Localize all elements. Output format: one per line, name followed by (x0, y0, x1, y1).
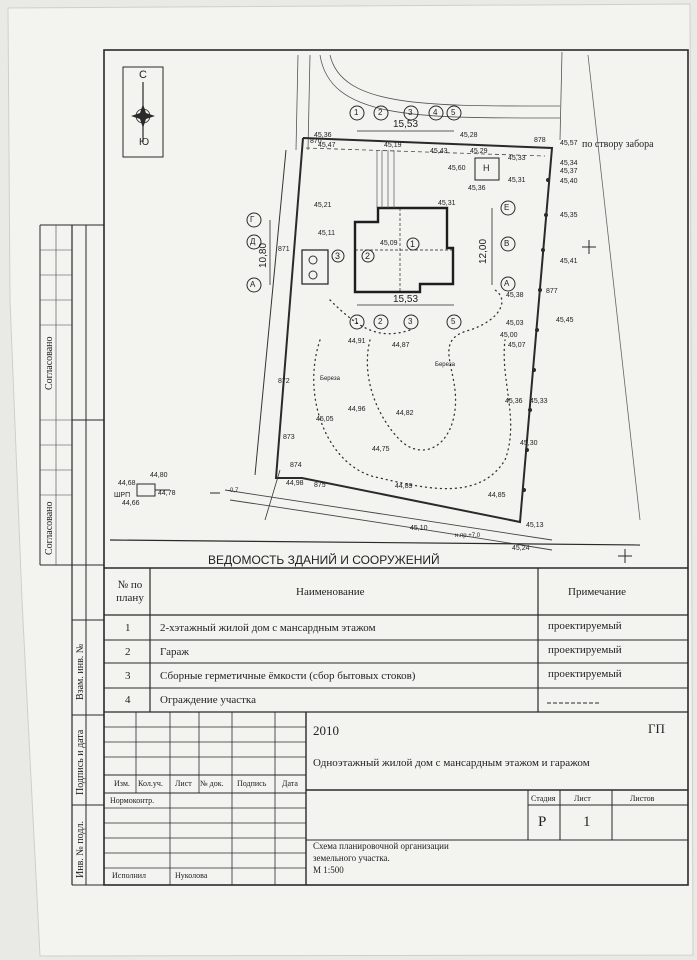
pr-label: н.пр.+7,0 (455, 533, 481, 539)
axis-bottom-3: 3 (408, 317, 413, 326)
elevation-mark: 45,19 (384, 142, 402, 149)
point-873: 873 (283, 434, 295, 441)
elevation-mark: 45,21 (314, 202, 332, 209)
axis-right-a: А (504, 279, 510, 288)
sheet-value: 1 (583, 814, 591, 830)
axis-left-g: Г (250, 215, 255, 224)
table-row-note: проектируемый (548, 644, 622, 656)
elevation-mark: 45,34 (560, 160, 578, 167)
point-874: 874 (290, 462, 302, 469)
stage-header: Стадия (531, 794, 556, 803)
stage-value: Р (538, 814, 547, 830)
agreed-label-1: Согласовано (44, 336, 55, 390)
elevation-mark: 44,82 (396, 410, 414, 417)
elevation-mark: 45,09 (380, 240, 398, 247)
table-row-note: проектируемый (548, 668, 622, 680)
header-date: Дата (282, 779, 298, 788)
elevation-mark: 45,37 (560, 168, 578, 175)
dim-bottom: 15,53 (393, 294, 419, 305)
elevation-mark: 45,38 (506, 292, 524, 299)
point-871: 871 (278, 246, 290, 253)
elevation-mark: 45,30 (520, 440, 538, 447)
table-row-no: 1 (125, 622, 131, 634)
table-row-no: 2 (125, 646, 131, 658)
table-row-note: проектируемый (548, 620, 622, 632)
elevation-mark: 44,87 (392, 342, 410, 349)
birch-label-2: Береза (435, 362, 455, 368)
elevation-mark: 45,45 (556, 317, 574, 324)
header-sign: Подпись (237, 779, 267, 788)
table-row-name: Сборные герметичные ёмкости (сбор бытовых стоков) (160, 670, 416, 682)
table-title: ВЕДОМОСТЬ ЗДАНИЙ И СООРУЖЕНИЙ (208, 553, 440, 567)
compass-south-label: Ю (139, 137, 150, 148)
agreed-label-2: Согласовано (44, 501, 55, 555)
header-kol: Кол.уч. (138, 779, 163, 788)
elevation-mark: 44,78 (158, 490, 176, 497)
axis-left-a: А (250, 280, 256, 289)
axis-top-1: 1 (354, 108, 359, 117)
zero-label: -0,7 (228, 488, 239, 494)
axis-top-3: 3 (408, 108, 413, 117)
elevation-mark: 44,80 (150, 472, 168, 479)
header-izm: Изм. (114, 779, 130, 788)
elevation-mark: 45,10 (410, 525, 428, 532)
elevation-mark: 45,31 (438, 200, 456, 207)
point-878: 878 (534, 137, 546, 144)
inv-original-label: Инв. № подл. (75, 821, 86, 878)
col-header-no: № по плану (116, 579, 144, 605)
header-list: Лист (175, 779, 192, 788)
dim-left: 10,80 (258, 242, 269, 268)
title-code: ГП (648, 721, 665, 736)
axis-left-d: Д (250, 237, 256, 246)
drawing-title-2: земельного участка. (313, 853, 390, 863)
building-2-label: 2 (365, 251, 371, 261)
elevation-mark: 45,28 (460, 132, 478, 139)
table-row-no: 3 (125, 670, 131, 682)
dim-right: 12,00 (478, 238, 489, 264)
elevation-mark: 45,13 (526, 522, 544, 529)
signature-date-label: Подпись и дата (75, 729, 86, 795)
elevation-mark: 45,33 (530, 398, 548, 405)
axis-right-v: В (504, 239, 510, 248)
elevation-mark: 44,66 (122, 500, 140, 507)
building-1-label: 1 (410, 239, 416, 249)
sheet-header: Лист (574, 794, 591, 803)
axis-bottom-2: 2 (378, 317, 383, 326)
axis-bottom-5: 5 (451, 317, 456, 326)
elevation-mark: 45,40 (560, 178, 578, 185)
executor-name: Нуколова (175, 871, 208, 880)
fence-note: по створу забора (582, 139, 654, 150)
title-year: 2010 (313, 723, 339, 738)
elevation-mark: 44,75 (372, 446, 390, 453)
header-doc: № док. (200, 779, 224, 788)
table-row-name: 2-хэтажный жилой дом с мансардным этажом (160, 622, 376, 634)
normcontrol-label: Нормоконтр. (110, 796, 155, 805)
elevation-mark: 44,96 (348, 406, 366, 413)
executor-role: Исполнил (112, 871, 147, 880)
table-row-name: Ограждение участка (160, 694, 256, 706)
elevation-mark: 44,68 (118, 480, 136, 487)
axis-top-4: 4 (433, 108, 438, 117)
elevation-mark: 45,57 (560, 140, 578, 147)
elevation-mark: 45,36 (468, 185, 486, 192)
axis-right-e: Е (504, 203, 510, 212)
table-row-name: Гараж (160, 646, 189, 658)
sheets-header: Листов (630, 794, 655, 803)
drawing-scale: М 1:500 (313, 865, 344, 875)
elevation-mark: 45,07 (508, 342, 526, 349)
axis-top-5: 5 (451, 108, 456, 117)
shrp-label: ШРП (114, 492, 131, 499)
elevation-mark: 45,36 (314, 132, 332, 139)
elevation-mark: 45,24 (512, 545, 530, 552)
point-875: 875 (314, 482, 326, 489)
birch-label-1: Береза (320, 376, 340, 382)
building-3-label: 3 (335, 251, 341, 261)
point-872: 872 (278, 378, 290, 385)
elevation-mark: 45,29 (470, 148, 488, 155)
elevation-mark: 44,89 (395, 483, 413, 490)
elevation-mark: 45,36 (505, 398, 523, 405)
elevation-mark: 45,47 (318, 142, 336, 149)
elevation-mark: 44,85 (488, 492, 506, 499)
elevation-mark: 44,91 (348, 338, 366, 345)
elevation-mark: 45,05 (316, 416, 334, 423)
drawing-title: Схема планировочной организации (313, 841, 449, 851)
elevation-mark: 45,33 (508, 155, 526, 162)
point-877: 877 (546, 288, 558, 295)
elevation-mark: 45,60 (448, 165, 466, 172)
col-header-note: Примечание (568, 586, 626, 598)
elevation-mark: 45,11 (318, 230, 335, 237)
dim-top: 15,53 (393, 119, 419, 130)
title-project: Одноэтажный жилой дом с мансардным этажом и гаражом (313, 757, 590, 769)
inv-replace-label: Взам. инв. № (75, 643, 86, 700)
elevation-mark: 45,35 (560, 212, 578, 219)
elevation-mark: 45,41 (560, 258, 578, 265)
elevation-mark: 45,31 (508, 177, 526, 184)
axis-top-2: 2 (378, 108, 383, 117)
elevation-mark: 45,43 (430, 148, 448, 155)
point-870: 870 (310, 138, 322, 145)
col-header-name: Наименование (296, 586, 365, 598)
compass-north-label: С (139, 69, 147, 81)
elevation-mark: 45,00 (500, 332, 518, 339)
table-row-no: 4 (125, 694, 131, 706)
km-label: H (483, 163, 490, 173)
elevation-mark: 45,03 (506, 320, 524, 327)
axis-bottom-1: 1 (354, 317, 359, 326)
elevation-mark: 44,98 (286, 480, 304, 487)
